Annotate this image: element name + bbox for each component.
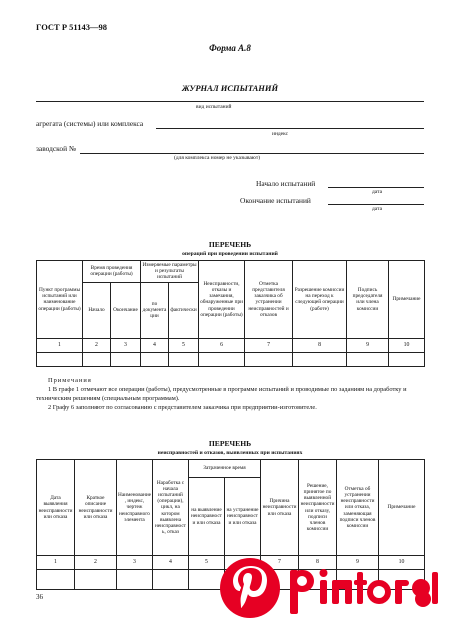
- t1-header-c10: Примечание: [389, 261, 425, 339]
- t1-colnum: 7: [245, 338, 293, 352]
- end-label: Окончание испытаний: [240, 196, 311, 205]
- t1-colnum: 6: [199, 338, 245, 352]
- t1-empty-cell: [245, 352, 293, 366]
- pinterest-logo-icon: [214, 550, 444, 626]
- t1-header-c2: Начало: [83, 282, 111, 338]
- t1-colnum: 3: [111, 338, 141, 352]
- t1-colnum: 10: [389, 338, 425, 352]
- serial-label: заводской №: [36, 144, 76, 153]
- table2-subtitle: неисправностей и отказов, выявленных при испытаниях: [157, 450, 303, 456]
- date-caption-start: дата: [372, 189, 383, 195]
- t2-colnum: 9: [337, 556, 379, 570]
- t1-empty-cell: [37, 352, 83, 366]
- index-caption: индекс: [272, 131, 289, 137]
- t2-colnum: 2: [75, 556, 117, 570]
- table1-title: ПЕРЕЧЕНЬ: [208, 240, 252, 249]
- t1-header-c7: Отметка представителя заказчика об устранении неисправностей и отказов: [245, 261, 293, 339]
- t2-header-c9: Отметка об устранении неисправности или отказа, заменяющая подписи членов комиссии: [337, 460, 379, 556]
- t1-empty-cell: [83, 352, 111, 366]
- t1-colnum: 9: [347, 338, 389, 352]
- start-label: Начало испытаний: [256, 179, 316, 188]
- t2-empty-cell: [153, 570, 189, 590]
- t1-header-c6: Неисправности, отказы и замечания, обнаруженные при проведении операции (работы): [199, 261, 245, 339]
- t2-colnum: 5: [189, 556, 225, 570]
- t2-header-c7: Причина неисправности или отказа: [261, 460, 299, 556]
- unit-label: агрегата (системы) или комплекса: [36, 119, 144, 128]
- t2-empty-cell: [117, 570, 153, 590]
- standard-header: ГОСТ Р 51143—98: [36, 22, 107, 32]
- serial-line: [80, 153, 424, 154]
- date-caption-end: дата: [372, 206, 383, 212]
- t1-empty-cell: [293, 352, 347, 366]
- t2-header-c56: Затраченное время: [189, 460, 261, 478]
- t1-empty-cell: [141, 352, 169, 366]
- t2-header-c6: на устранение неисправности или отказа: [225, 478, 261, 556]
- t1-empty-cell: [347, 352, 389, 366]
- t2-header-c3: Наименование, индекс, чертеж неисправного элемента: [117, 460, 153, 556]
- table1-subtitle: операций при проведении испытаний: [182, 251, 278, 257]
- t2-colnum: 4: [153, 556, 189, 570]
- test-type-caption: вид испытаний: [196, 104, 232, 110]
- t2-header-c8: Решение, принятое по выявленной неисправности или отказу, подписи членов комиссии: [299, 460, 337, 556]
- t1-header-c4: по документации: [141, 282, 169, 338]
- t1-empty-cell: [169, 352, 199, 366]
- t2-colnum: 7: [261, 556, 299, 570]
- t2-colnum: 3: [117, 556, 153, 570]
- t1-colnum: 5: [169, 338, 199, 352]
- end-line: [328, 204, 424, 205]
- unit-line: [156, 128, 424, 129]
- journal-title: ЖУРНАЛ ИСПЫТАНИЙ: [181, 83, 279, 93]
- serial-caption: (для комплекса номер не указывают): [174, 155, 261, 161]
- t1-empty-cell: [111, 352, 141, 366]
- t2-header-c10: Примечание: [379, 460, 425, 556]
- t1-header-c8: Разрешение комиссии на переход к следующей операции (работе): [293, 261, 347, 339]
- pinterest-wordmark: [290, 569, 438, 614]
- operations-table: [36, 260, 425, 367]
- t1-colnum: 8: [293, 338, 347, 352]
- t2-header-c4: Наработка с начала испытаний (операции), цикл, на котором выявлена неисправность, отказ: [153, 460, 189, 556]
- t2-empty-cell: [75, 570, 117, 590]
- t2-colnum: 1: [37, 556, 75, 570]
- t1-header-c23: Время проведения операции (работы): [83, 261, 141, 283]
- note-2: 2 Графу 6 заполняют по согласованию с представителем заказчика при предприятии-изготовителе.: [48, 404, 317, 411]
- t2-header-c2: Краткое описание неисправности или отказа: [75, 460, 117, 556]
- t1-colnum: 2: [83, 338, 111, 352]
- t1-header-c1: Пункт программы испытаний или наименование операции (работы): [37, 261, 83, 339]
- t2-header-c1: Дата выявления неисправности или отказа: [37, 460, 75, 556]
- t2-empty-cell: [37, 570, 75, 590]
- t1-colnum: 1: [37, 338, 83, 352]
- t1-header-c9: Подпись председателя или члена комиссии: [347, 261, 389, 339]
- t1-colnum: 4: [141, 338, 169, 352]
- t1-header-c45: Измеряемые параметры и результаты испытаний: [142, 262, 197, 281]
- t1-empty-cell: [199, 352, 245, 366]
- form-title: Форма А.8: [209, 43, 251, 53]
- t2-colnum: 8: [299, 556, 337, 570]
- t1-header-c3: Окончание: [111, 282, 141, 338]
- table2-title: ПЕРЕЧЕНЬ: [208, 439, 252, 448]
- t1-header-c5: фактически: [169, 282, 199, 338]
- notes-heading: Примечания: [48, 377, 92, 384]
- start-line: [328, 187, 424, 188]
- t2-header-c5: на выявление неисправности или отказа: [189, 478, 225, 556]
- t2-colnum: 10: [379, 556, 425, 570]
- page-number: 36: [36, 593, 43, 601]
- test-type-line: [36, 101, 424, 102]
- t1-empty-cell: [389, 352, 425, 366]
- note-1: 1 В графе 1 отмечают все операции (работы), предусмотренные в программе испытаний и проводимые по заданиям на доработку и техническим решениям (специальным программам).: [36, 386, 407, 402]
